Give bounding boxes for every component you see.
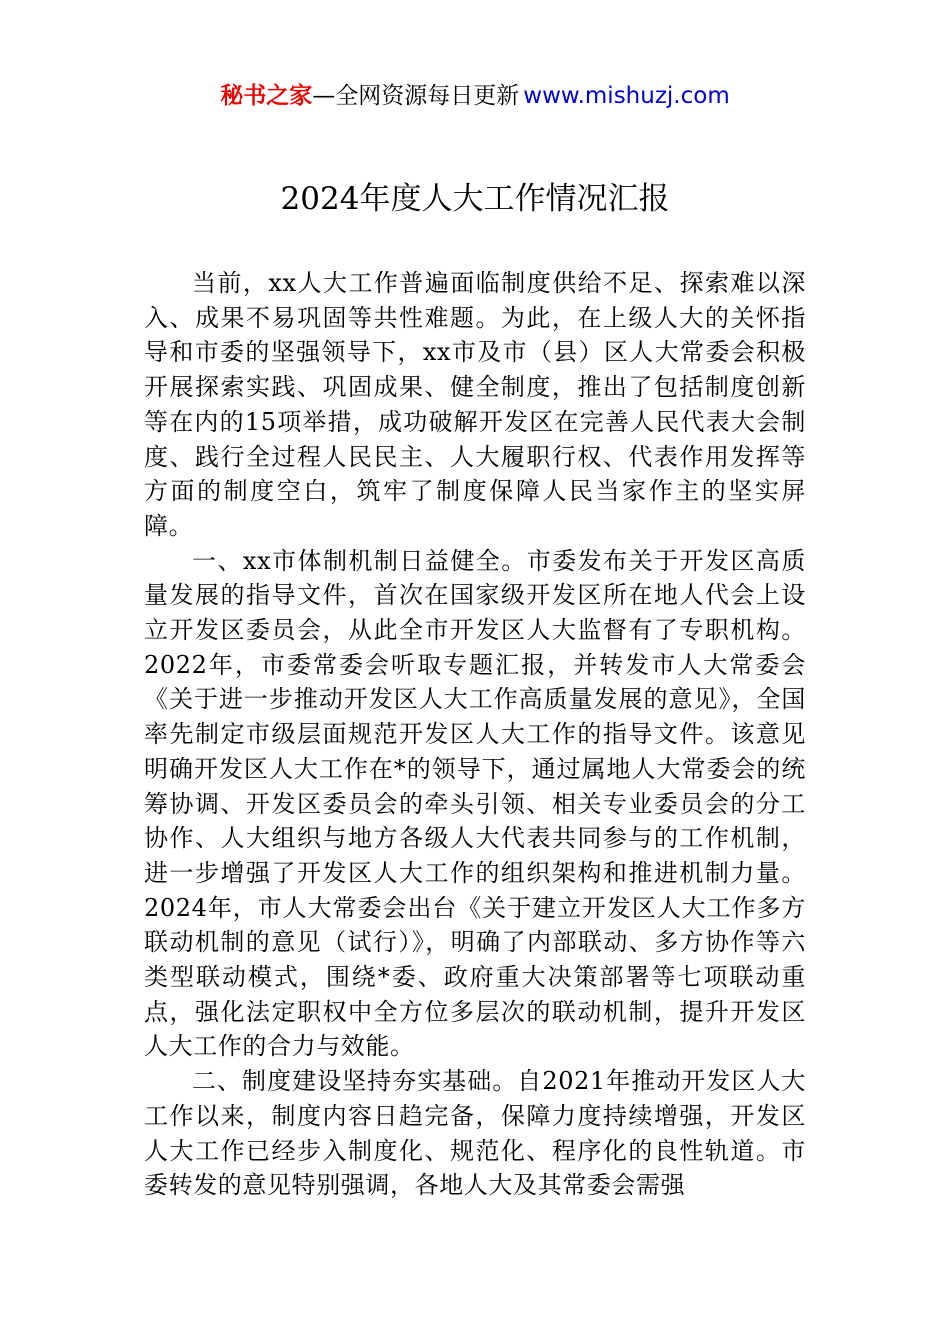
paragraph-section-2: 二、制度建设坚持夯实基础。自2021年推动开发区人大工作以来，制度内容日趋完备，保障力度持续增强，开发区人大工作已经步入制度化、规范化、程序化的良性轨道。市委转发的意见特别强调，各地人大及其常委会需强 (144, 1067, 806, 1200)
paragraph-intro: 当前，xx人大工作普遍面临制度供给不足、探索难以深入、成果不易巩固等共性难题。为此，在上级人大的关怀指导和市委的坚强领导下，xx市及市（县）区人大常委会积极开展探索实践、巩固成果、健全制度，推出了包括制度创新等在内的15项举措，成功破解开发区在完善人民代表大会制度、践行全过程人民民主、人大履职行权、代表作用发挥等方面的制度空白，筑牢了制度保障人民当家作主的坚实屏障。 (144, 269, 806, 540)
site-tagline: —全网资源每日更新 (312, 83, 520, 109)
site-brand: 秘书之家 (220, 83, 313, 109)
document-body (144, 266, 806, 1203)
site-header (0, 80, 950, 112)
document-title: 2024年度人大工作情况汇报 (280, 181, 670, 217)
paragraph-section-1: 一、xx市体制机制日益健全。市委发布关于开发区高质量发展的指导文件，首次在国家级开发区所在地人代会上设立开发区委员会，从此全市开发区人大监督有了专职机构。2022年，市委常委会听取专题汇报，并转发市人大常委会《关于进一步推动开发区人大工作高质量发展的意见》，全国率先制定市级层面规范开发区人大工作的指导文件。该意见明确开发区人大工作在*的领导下，通过属地人大常委会的统筹协调、开发区委员会的牵头引领、相关专业委员会的分工协作、人大组织与地方各级人大代表共同参与的工作机制，进一步增强了开发区人大工作的组织架构和推进机制力量。2024年，市人大常委会出台《关于建立开发区人大工作多方联动机制的意见（试行）》，明确了内部联动、多方协作等六类型联动模式，围绕*委、政府重大决策部署等七项联动重点，强化法定职权中全方位多层次的联动机制，提升开发区人大工作的合力与效能。 (144, 546, 806, 1061)
site-url-link[interactable]: www.mishuzj.com (523, 83, 730, 109)
